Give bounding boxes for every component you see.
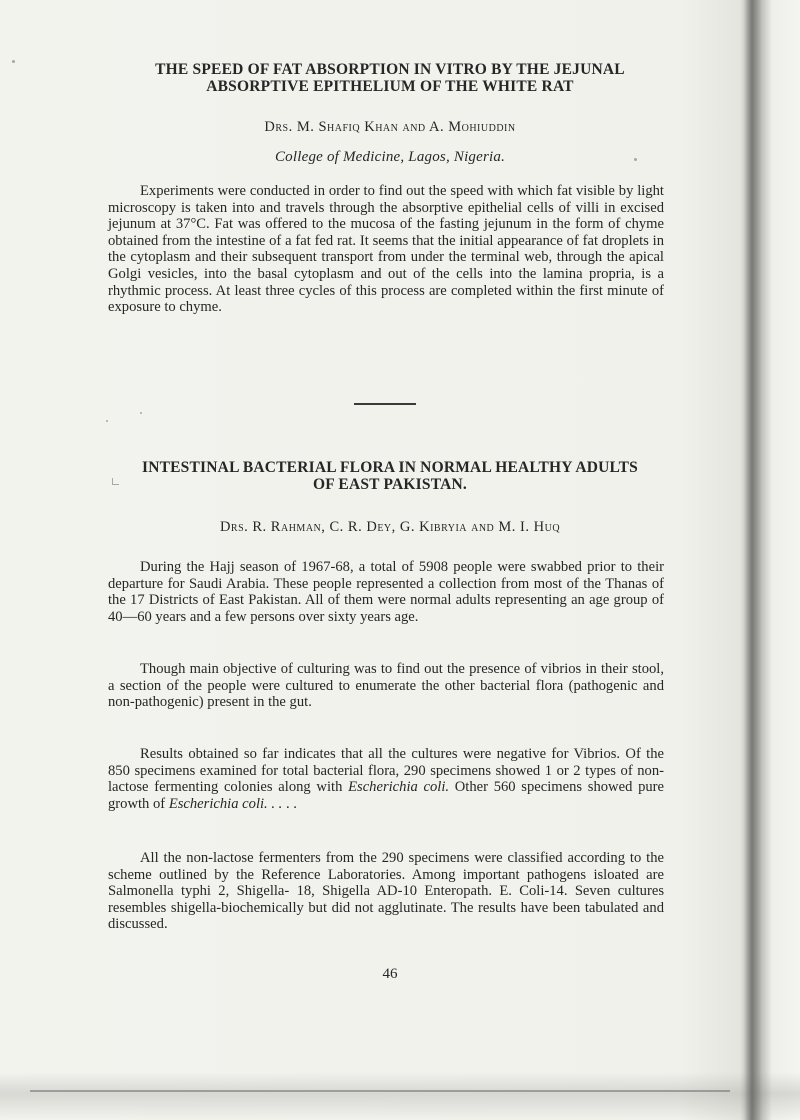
article2-paragraph-3-text-a: Results obtained so far indicates that all the cultures were negative for Vibrios. Of the 850 specimens examined for total bacterial flora, 290 specimens showed 1 or 2 types of non-lactose fermenting colonies along with: [108, 746, 664, 796]
article2-paragraph-3: [108, 746, 664, 812]
article1-affiliation: College of Medicine, Lagos, Nigeria.: [274, 149, 506, 165]
article1-abstract: Experiments were conducted in order to find out the speed with which fat visible by light microscopy is taken into and travels through the absorptive epithelial cells of villi in excised jejunum at 37°C. Fat was offered to the mucosa of the fasting jejunum in the form of chyme obtained from the intestine of a fat fed rat. It seems that the initial appearance of fat droplets in the cytoplasm and their subsequent transport from under the terminal web, through the apical Golgi vesicles, into the basal cytoplasm and out of the cells into the lamina propria, is a rhythmic process. At least three cycles of this process are completed within the first minute of exposure to chyme.: [108, 183, 664, 316]
article1-title-line1: THE SPEED OF FAT ABSORPTION IN VITRO BY THE JEJUNAL: [155, 61, 625, 78]
article2-paragraph-4: All the non-lactose fermenters from the 290 specimens were classified according to the scheme outlined by the Reference Laboratories. Among important pathogens isloated are Salmonella typhi 2, Shigella- 18, Shigella AD-10 Enteropath. E. Coli-14. Seven cultures resembles shigella-biochemically but did not agglutinate. The results have been tabulated and discussed.: [108, 850, 664, 933]
article2-paragraph-3-text-c: . .: [282, 795, 297, 812]
article2-title-line1: INTESTINAL BACTERIAL FLORA IN NORMAL HEALTHY ADULTS: [141, 459, 638, 476]
article2-authors: [100, 518, 680, 536]
scan-bottom-rule: [30, 1090, 730, 1092]
section-divider: [354, 403, 416, 405]
article2-paragraph-1: During the Hajj season of 1967-68, a total of 5908 people were swabbed prior to their departure for Saudi Arabia. These people represented a collection from most of the Thanas of the 17 Districts of East Pakistan. All of them were normal adults representing an age group of 40—60 years and a few persons over sixty years age.: [108, 559, 664, 625]
article2-title: [100, 459, 680, 493]
article1-title-line2: ABSORPTIVE EPITHELIUM OF THE WHITE RAT: [206, 78, 574, 95]
article1-authors: [100, 118, 680, 136]
scan-spine-shadow: [740, 0, 762, 1120]
scan-bottom-edge: [0, 1072, 800, 1120]
article2-title-line2: OF EAST PAKISTAN.: [313, 476, 467, 493]
article2-species-name: Escherichia coli. . .: [168, 795, 283, 812]
article2-paragraph-2: Though main objective of culturing was to find out the presence of vibrios in their stool, a section of the people were cultured to enumerate the other bacterial flora (pathogenic and non-pathogenic) present in the gut.: [108, 661, 664, 711]
article1-title: [100, 61, 680, 95]
article2-authors-text: Drs. R. Rahman, C. R. Dey, G. Kibryia and M. I. Huq: [219, 519, 561, 535]
scan-speck: [140, 412, 142, 414]
scan-speck: [12, 60, 15, 63]
article2-species-name: Escherichia coli.: [348, 779, 450, 796]
scan-speck: [106, 420, 108, 422]
page-number: 46: [382, 966, 398, 982]
article1-authors-text: Drs. M. Shafiq Khan and A. Mohiuddin: [264, 119, 516, 135]
article2-paragraph-3-text-b: Other 560 specimens showed pure growth of: [108, 779, 665, 812]
